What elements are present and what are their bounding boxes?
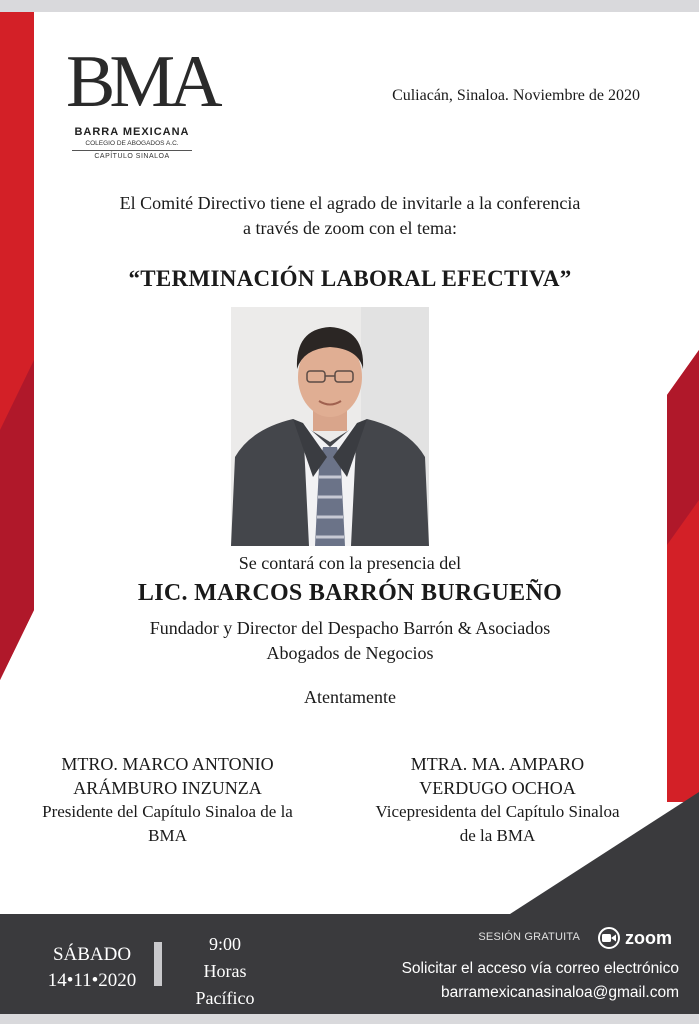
video-camera-icon [598,927,620,949]
logo-subtitle: COLEGIO DE ABOGADOS A.C. [85,140,179,147]
signature-title-line-2: de la BMA [459,826,536,845]
signature-name-line-2: ARÁMBURO INZUNZA [73,778,262,798]
speaker-portrait-illustration [231,307,429,546]
conference-topic: “TERMINACIÓN LABORAL EFECTIVA” [128,266,572,291]
footer-divider [154,942,162,986]
signature-name-line-1: MTRO. MARCO ANTONIO [61,754,274,774]
signature-president [15,752,320,848]
event-date [32,942,152,994]
invitation-line-2: a través de zoom con el tema: [243,218,457,238]
event-time-label-2: Pacífico [195,988,255,1008]
free-session-label: SESIÓN GRATUITA [478,931,580,943]
invitation-text [40,191,660,241]
signature-vicepresident [340,752,655,848]
invitation-line-1: El Comité Directivo tiene el agrado de invitarle a la conferencia [119,193,581,213]
bottom-border [0,1014,699,1024]
event-time-label-1: Horas [203,961,247,981]
event-date-value: 14•11•2020 [47,970,137,991]
speaker-role [40,616,660,666]
logo-name: BARRA MEXICANA [74,126,190,138]
speaker-photo [231,307,429,546]
signature-name-line-1: MTRA. MA. AMPARO [410,754,585,774]
event-day: SÁBADO [52,944,132,965]
event-time-value: 9:00 [208,934,241,954]
signature-title-line-1: Presidente del Capítulo Sinaloa de la [42,802,293,821]
presence-text: Se contará con la presencia del [238,553,462,573]
signature-name-line-2: VERDUGO OCHOA [419,778,576,798]
logo-letters: BMA [66,41,217,123]
access-request-text: Solicitar el acceso vía correo electrónico [401,960,679,977]
contact-email[interactable]: barramexicanasinaloa@gmail.com [440,984,679,1001]
event-footer [0,914,699,1014]
logo-divider [72,150,192,151]
speaker-name: LIC. MARCOS BARRÓN BURGUEÑO [137,580,563,606]
logo-chapter: CAPÍTULO SINALOA [94,153,170,160]
closing-text: Atentamente [304,687,396,707]
zoom-logo [598,925,672,951]
speaker-role-line-1: Fundador y Director del Despacho Barrón & Asociados [149,618,551,638]
date-line: Culiacán, Sinaloa. Noviembre de 2020 [392,87,640,104]
event-time [180,931,270,1012]
access-info [340,914,680,1014]
zoom-wordmark: zoom [625,927,672,948]
speaker-role-line-2: Abogados de Negocios [266,643,434,663]
bma-logo [62,40,217,162]
signature-title-line-2: BMA [148,826,187,845]
signature-title-line-1: Vicepresidenta del Capítulo Sinaloa [375,802,620,821]
